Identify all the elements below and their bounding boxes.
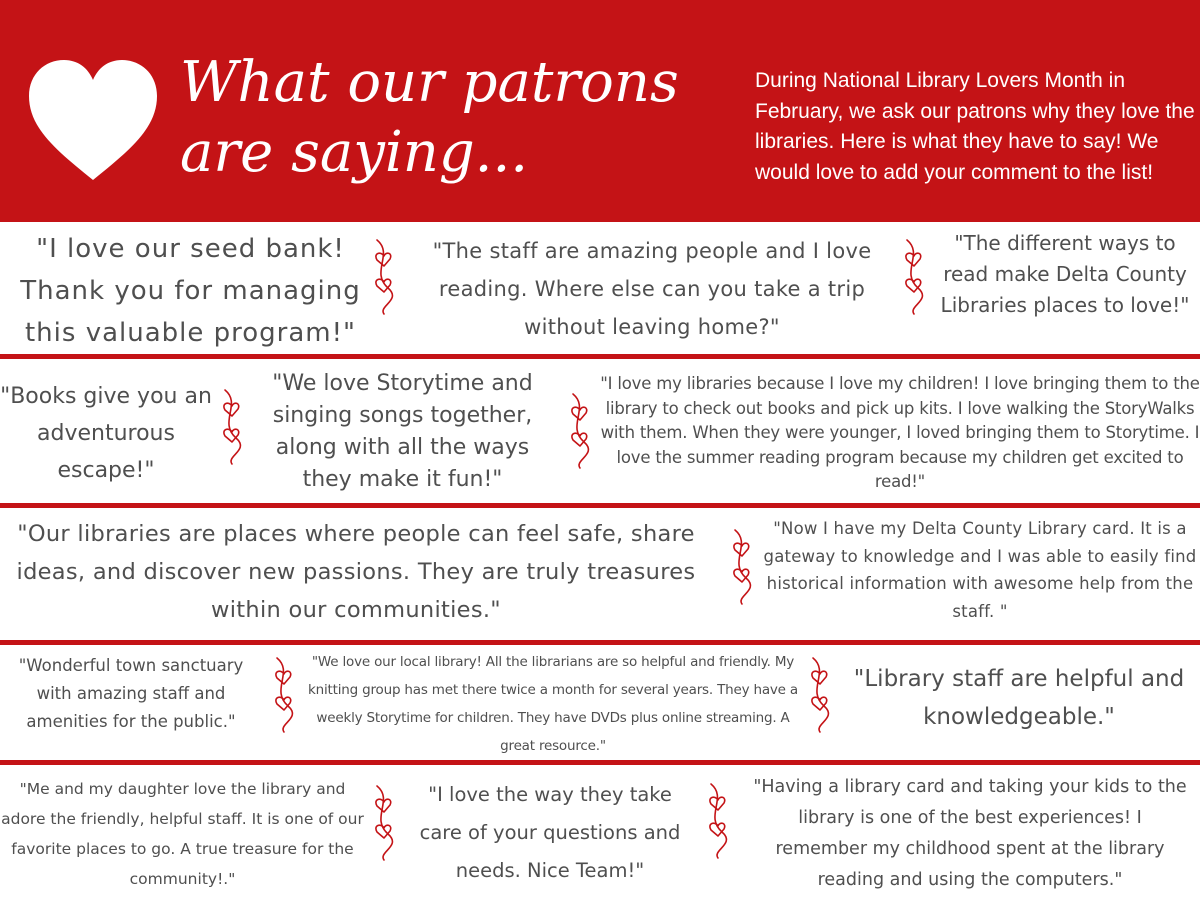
heart-vine-icon bbox=[804, 656, 838, 734]
quote-sanctuary: "Wonderful town sanctuary with amazing staff and amenities for the public." bbox=[18, 656, 244, 731]
heart-vine-icon bbox=[216, 388, 250, 466]
header-banner bbox=[0, 0, 1200, 222]
quote-love-my-children: "I love my libraries because I love my children! I love bringing them to the library to check out books and pick up kits. I love walking the StoryWalks with them. When they were younger, I loved bringing them to Storytime. I love the summer reading program because my children get excited to read!" bbox=[600, 374, 1200, 491]
heart-vine-icon bbox=[268, 656, 302, 734]
row-divider bbox=[0, 640, 1200, 645]
heart-vine-icon bbox=[368, 784, 402, 862]
quote-seed-bank: "I love our seed bank! Thank you for managing this valuable program!" bbox=[20, 234, 361, 348]
title-line-1: What our patrons bbox=[180, 50, 679, 115]
heart-vine-icon bbox=[564, 392, 598, 470]
quote-different-ways: "The different ways to read make Delta County Libraries places to love!" bbox=[940, 231, 1190, 317]
quote-childhood: "Having a library card and taking your kids to the library is one of the best experiences! I remember my childhood spent at the library reading and using the computers." bbox=[753, 777, 1187, 890]
quote-nice-team: "I love the way they take care of your questions and needs. Nice Team!" bbox=[419, 783, 681, 882]
quote-safe-places: "Our libraries are places where people can feel safe, share ideas, and discover new passions. They are truly treasures within our communities." bbox=[16, 521, 696, 623]
title-line-2: are saying... bbox=[180, 120, 529, 185]
quote-library-card: "Now I have my Delta County Library card. It is a gateway to knowledge and I was able to easily find historical information with awesome help from the staff. " bbox=[763, 519, 1197, 621]
row-divider bbox=[0, 760, 1200, 765]
quote-staff-amazing: "The staff are amazing people and I love reading. Where else can you take a trip without leaving home?" bbox=[432, 239, 872, 339]
heart-vine-icon bbox=[726, 528, 760, 606]
quote-storytime: "We love Storytime and singing songs together, along with all the ways they make it fun!" bbox=[272, 371, 533, 492]
quote-books-escape: "Books give you an adventurous escape!" bbox=[0, 384, 212, 483]
row-divider bbox=[0, 354, 1200, 359]
quote-daughter: "Me and my daughter love the library and adore the friendly, helpful staff. It is one of our favorite places to go. A true treasure for the community!." bbox=[1, 780, 364, 888]
heart-icon bbox=[26, 58, 160, 182]
row-divider bbox=[0, 503, 1200, 508]
heart-vine-icon bbox=[702, 782, 736, 860]
heart-vine-icon bbox=[898, 238, 932, 316]
quote-staff-helpful: "Library staff are helpful and knowledgeable." bbox=[853, 666, 1185, 730]
intro-text: During National Library Lovers Month in February, we ask our patrons why they love the libraries. Here is what they have to say! We would love to add your comment to the list! bbox=[755, 69, 1195, 184]
heart-vine-icon bbox=[368, 238, 402, 316]
quote-knitting-group: "We love our local library! All the librarians are so helpful and friendly. My knitting group has met there twice a month for several years. They have a weekly Storytime for children. They have DVDs plus online streaming. A great resource." bbox=[308, 654, 798, 754]
page-title bbox=[180, 48, 720, 188]
